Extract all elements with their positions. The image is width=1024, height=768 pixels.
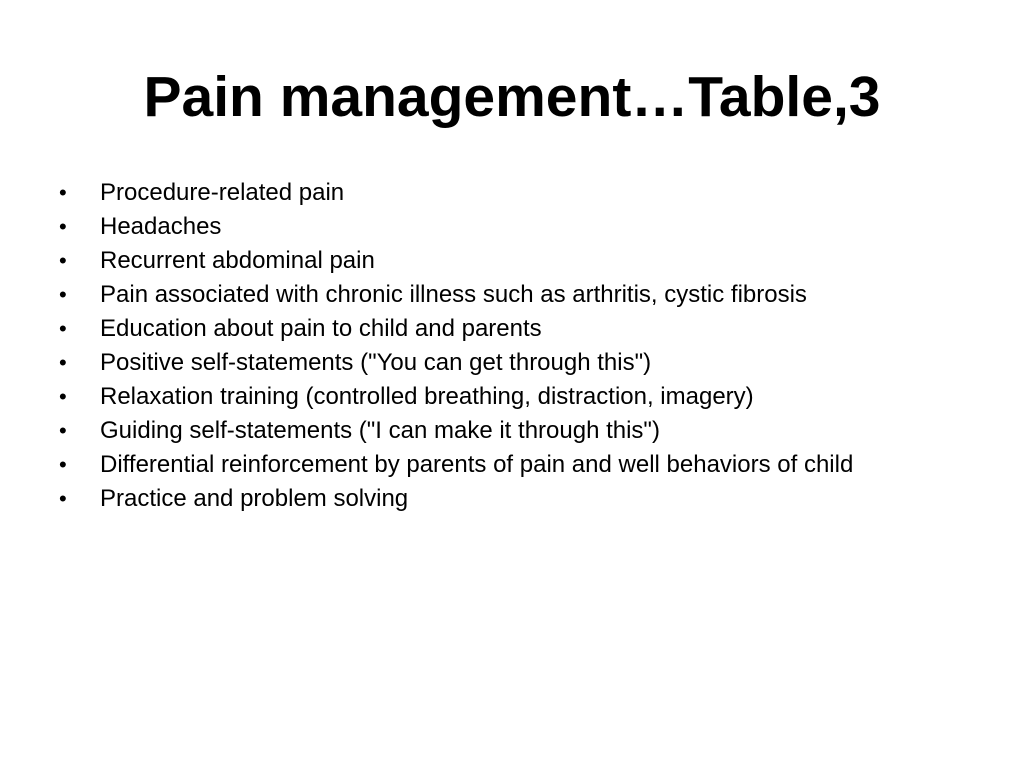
bullet-item <box>56 418 956 443</box>
bullet-icon: • <box>59 282 67 307</box>
bullet-text: Positive self-statements ("You can get through this") <box>100 349 652 376</box>
bullet-icon: • <box>59 486 67 511</box>
bullet-text: Relaxation training (controlled breathing, distraction, imagery) <box>100 383 754 410</box>
slide-title: Pain management…Table,3 <box>143 65 881 129</box>
bullet-item <box>56 214 956 239</box>
bullet-text: Guiding self-statements ("I can make it through this") <box>100 417 660 444</box>
bullet-item <box>56 282 956 307</box>
bullet-list <box>56 180 956 520</box>
bullet-text: Pain associated with chronic illness such as arthritis, cystic fibrosis <box>100 281 807 308</box>
bullet-icon: • <box>59 214 67 239</box>
bullet-item <box>56 384 956 409</box>
bullet-icon: • <box>59 248 67 273</box>
bullet-text: Differential reinforcement by parents of pain and well behaviors of child <box>100 451 854 478</box>
bullet-icon: • <box>59 316 67 341</box>
bullet-icon: • <box>59 180 67 205</box>
bullet-text: Practice and problem solving <box>100 485 409 512</box>
bullet-text: Education about pain to child and parents <box>100 315 542 342</box>
bullet-text: Procedure-related pain <box>100 179 345 206</box>
bullet-text: Recurrent abdominal pain <box>100 247 375 274</box>
bullet-item <box>56 316 956 341</box>
bullet-item <box>56 486 956 511</box>
bullet-icon: • <box>59 384 67 409</box>
bullet-item <box>56 180 956 205</box>
bullet-item <box>56 350 956 375</box>
bullet-icon: • <box>59 452 67 477</box>
bullet-item <box>56 452 956 477</box>
bullet-item <box>56 248 956 273</box>
bullet-icon: • <box>59 350 67 375</box>
bullet-icon: • <box>59 418 67 443</box>
bullet-text: Headaches <box>100 213 222 240</box>
